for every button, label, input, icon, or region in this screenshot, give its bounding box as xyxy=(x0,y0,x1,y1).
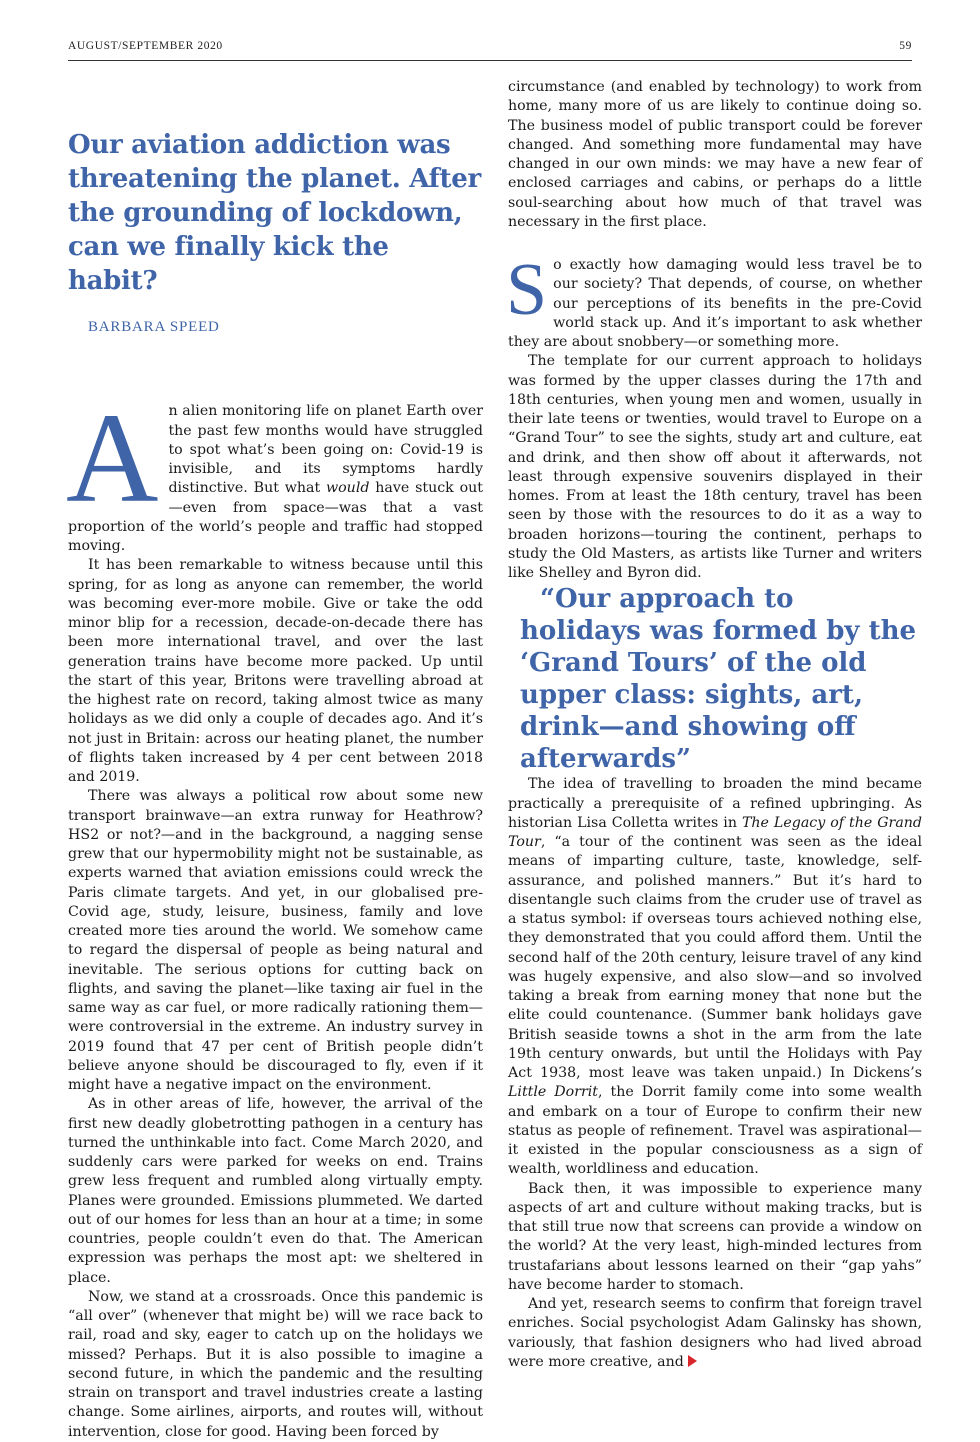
continue-arrow-icon xyxy=(688,1355,697,1367)
drop-cap: S xyxy=(506,249,548,331)
byline: BARBARA SPEED xyxy=(88,319,220,335)
body-paragraph: As in other areas of life, however, the arrival of the first new deadly globetrotting pathogen in a century has turned the unthinkable into fact. Come March 2020, and suddenly cars were parked for weeks on end. Trains grew less frequent and rumbled along virtually empty. Planes were grounded. Emissions plummeted. We darted out of our homes for less than an hour at a time; in some countries, people couldn’t even do that. The American expression was perhaps the most apt: we sheltered in place. xyxy=(68,1096,483,1286)
left-column xyxy=(66,128,483,1440)
body-paragraph: Now, we stand at a crossroads. Once this pandemic is “all over” (whenever that might be) will we race back to rail, road and sky, eager to catch up on the holidays we missed? Perhaps. But it is also possible to imagine a second future, in which the pandemic and the resulting strain on transport and travel industries create a lasting change. Some airlines, airports, and routes will, without intervention, close for good. Having been forced by xyxy=(68,1288,483,1440)
running-head xyxy=(68,40,912,56)
right-column xyxy=(506,78,922,1370)
body-paragraph: Back then, it was impossible to experience many aspects of art and culture without making tracks, but is that still true now that screens can provide a window on the world? At the very least, high-minded lectures from trustafarians about lessons learned on their “gap yahs” have become harder to stomach. xyxy=(508,1180,922,1293)
body-paragraph: The idea of travelling to broaden the mind became practically a prerequisite of a refined upbringing. As historian Lisa Colletta writes in The Legacy of the Grand Tour, “a tour of the continent was seen as the ideal means of imparting culture, taste, knowledge, self-assurance, and polished manners.” But it’s hard to disentangle such claims from the cruder use of travel as a status symbol: if overseas tours achieved nothing else, they demonstrated that you could afford them. Until the second half of the 20th century, leisure travel of any kind was hugely expensive, and also slow—and so involved taking a break from earning money that none but the elite could countenance. (Summer bank holidays gave British seaside towns a shot in the arm from the late 19th century onwards, but until the Holidays with Pay Act 1938, most leave was taken unpaid.) In Dickens’s Little Dorrit, the Dorrit family come into some wealth and embark on a tour of Europe to confirm their new status as people of refinement. Travel was aspirational—it existed in the popular consciousness as a sign of wealth, worldliness and education. xyxy=(508,776,922,1178)
body-paragraph: And yet, research seems to confirm that foreign travel enriches. Social psychologist Adam Galinsky has shown, variously, that fashion designers who had lived abroad were more creative, and xyxy=(508,1296,922,1370)
body-paragraph: circumstance (and enabled by technology) to work from home, many more of us are likely to continue doing so. The business model of public transport could be forever changed. And something more fundamental may have changed in our own minds: we may have a new fear of enclosed carriages and cabins, or perhaps do a little soul-searching about how much of that travel was necessary in the first place. xyxy=(508,79,922,230)
body-paragraph: The template for our current approach to holidays was formed by the upper classes during the 17th and 18th centuries, when young men and women, usually in their late teens or twenties, would travel to Europe on a “Grand Tour” to see the sights, study art and culture, eat and drink, and then show off about it afterwards, not least through expensive souvenirs displayed in their homes. From at least the 18th century, travel has been seen by those with the resources to do it as a way to broaden horizons—touring the continent, perhaps to study the Old Masters, as artists like Turner and writers like Shelley and Byron did. xyxy=(508,353,922,581)
issue-date: AUGUST/SEPTEMBER 2020 xyxy=(68,40,223,52)
header-rule xyxy=(68,60,912,61)
opening-paragraph: An alien monitoring life on planet Earth over the past few months would have struggled to spot what’s been going on: Covid-19 is invisible, and its symptoms hardly distinctive. But what would have stuck out—even from space—was that a vast proportion of the world’s people and traffic had stopped moving. xyxy=(66,387,483,554)
pull-quote: “Our approach to holidays was formed by the ‘Grand Tours’ of the old upper class: sights, art, drink—and showing off afterwards” xyxy=(520,584,917,775)
section-opening-paragraph: So exactly how damaging would less travel be to our society? That depends, of course, on whether our perceptions of its benefits in the pre-Covid world stack up. And it’s important to ask whether they are about snobbery—or something more. xyxy=(506,249,922,350)
page-number: 59 xyxy=(899,40,912,52)
body-paragraph: It has been remarkable to witness because until this spring, for as long as anyone can remember, the world was becoming ever-more mobile. Give or take the odd minor blip for a recession, decade-on-decade there has been more international travel, and over the last generation trains have become more packed. Up until the start of this year, Britons were travelling abroad at the highest rate on record, taking almost twice as many holidays as we did only a couple of decades ago. And it’s not just in Britain: across our heating planet, the number of flights taken increased by 4 per cent between 2018 and 2019. xyxy=(68,557,483,785)
drop-cap: A xyxy=(66,387,159,530)
body-paragraph: There was always a political row about some new transport brainwave—an extra runway for Heathrow? HS2 or not?—and in the background, a nagging sense grew that our hypermobility might not be sustainable, as experts warned that aviation emissions could wreck the Paris climate targets. And yet, in our globalised pre-Covid age, study, leisure, business, family and love created more ties around the world. We somehow came to regard the dispersal of people as being natural and inevitable. The serious options for cutting back on flights, and saving the planet—like taxing air fuel in the same way as car fuel, or more radically rationing them—were controversial in the extreme. An industry survey in 2019 found that 47 per cent of British people didn’t believe anyone should be discouraged to fly, even if it might have a negative impact on the environment. xyxy=(68,788,483,1093)
article-headline: Our aviation addiction was threatening the planet. After the grounding of lockdown, can we finally kick the habit? xyxy=(68,130,481,296)
